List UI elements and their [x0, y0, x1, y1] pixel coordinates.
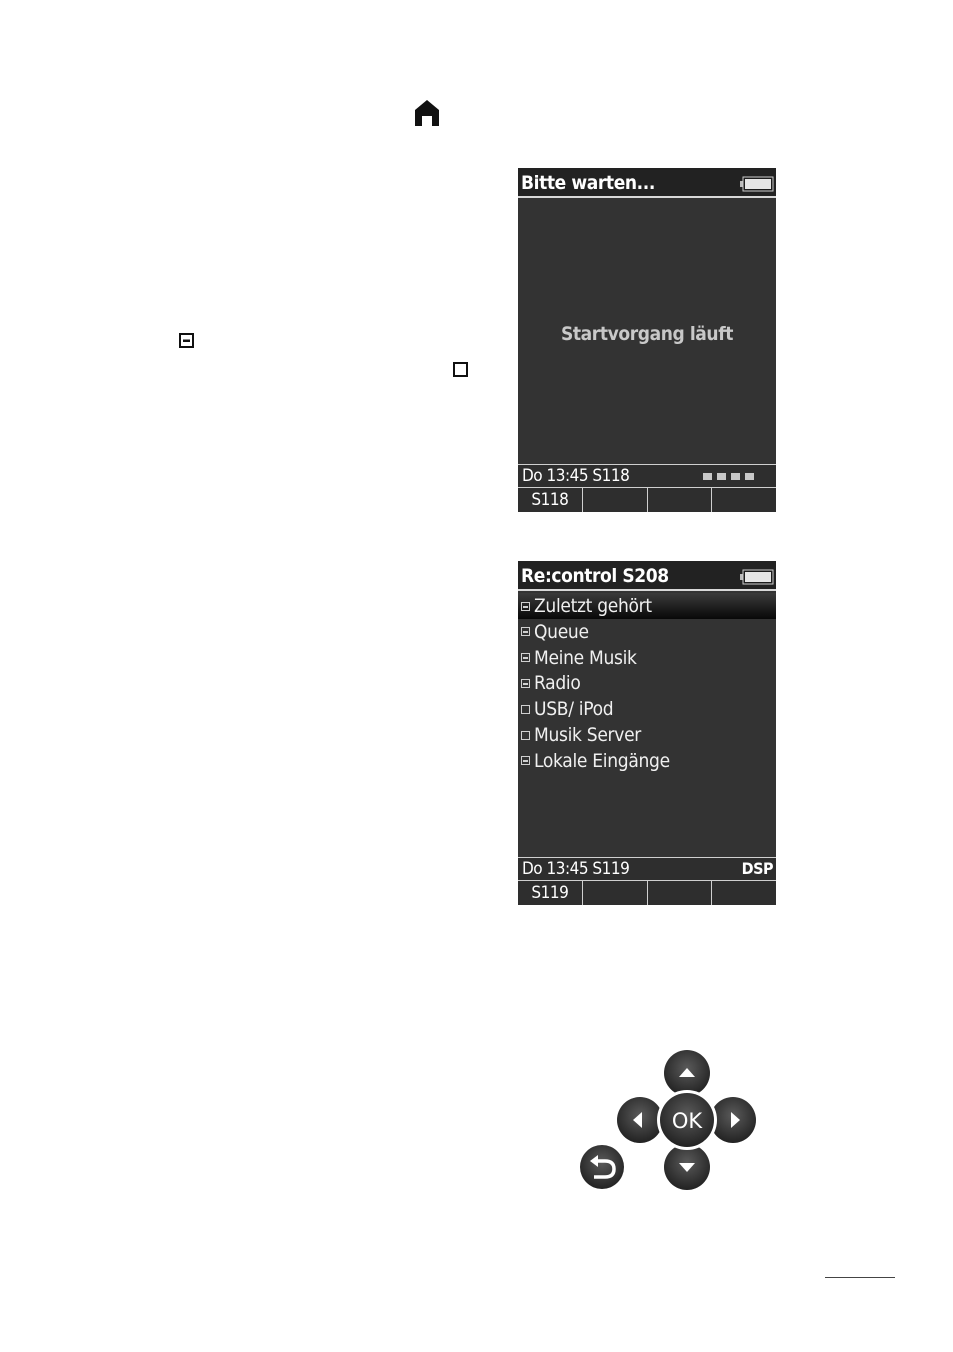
- status-bar: [518, 464, 776, 488]
- ok-label: OK: [671, 1109, 703, 1133]
- left-button[interactable]: [617, 1097, 663, 1143]
- empty-box-icon: [521, 705, 530, 714]
- menu-item-label: USB/ iPod: [534, 698, 614, 721]
- ok-button[interactable]: [657, 1090, 717, 1150]
- minus-box-icon: [521, 627, 530, 636]
- battery-icon: [740, 569, 774, 585]
- menu-item-label: Lokale Eingänge: [534, 749, 670, 772]
- softkey-1[interactable]: S119: [518, 881, 583, 905]
- progress-dot: [703, 473, 712, 480]
- boot-message: Startvorgang läuft: [560, 323, 734, 345]
- battery-icon: [740, 176, 774, 192]
- back-button[interactable]: [580, 1145, 624, 1189]
- menu-item-label: Musik Server: [534, 724, 642, 747]
- softkey-bar: [518, 488, 776, 512]
- softkey-2[interactable]: [583, 488, 648, 512]
- progress-dot: [745, 473, 754, 480]
- screen-title: Bitte warten...: [521, 172, 655, 194]
- menu-item[interactable]: [518, 722, 776, 748]
- menu-item[interactable]: [518, 696, 776, 722]
- empty-box-icon: [453, 362, 468, 377]
- navigation-dpad: [570, 1045, 770, 1195]
- menu-item[interactable]: [518, 619, 776, 645]
- softkey-3[interactable]: [648, 488, 713, 512]
- minus-box-icon: [521, 653, 530, 662]
- menu-item-label: Meine Musik: [534, 646, 637, 669]
- menu-item-label: Zuletzt gehört: [534, 595, 652, 617]
- minus-box-icon: [521, 679, 530, 688]
- minus-box-icon: [521, 602, 530, 611]
- boot-screen: [518, 168, 776, 512]
- progress-dot: [731, 473, 740, 480]
- menu-item[interactable]: [518, 748, 776, 774]
- status-text: Do 13:45 S118: [522, 466, 630, 486]
- menu-item[interactable]: [518, 645, 776, 671]
- empty-box-icon: [521, 731, 530, 740]
- main-menu-list: [518, 593, 776, 774]
- status-text: Do 13:45 S119: [522, 859, 630, 879]
- softkey-bar: [518, 881, 776, 905]
- status-bar: [518, 857, 776, 881]
- dsp-indicator: DSP: [741, 859, 773, 878]
- screen-title: Re:control S208: [521, 565, 669, 587]
- menu-item[interactable]: [518, 593, 776, 619]
- title-bar: [518, 168, 776, 198]
- softkey-4[interactable]: [712, 488, 776, 512]
- progress-dot: [717, 473, 726, 480]
- down-button[interactable]: [664, 1144, 710, 1190]
- menu-item-label: Radio: [534, 672, 581, 695]
- softkey-4[interactable]: [712, 881, 776, 905]
- softkey-3[interactable]: [648, 881, 713, 905]
- minus-box-icon: [521, 756, 530, 765]
- softkey-1[interactable]: S118: [518, 488, 583, 512]
- main-menu-screen: [518, 561, 776, 905]
- menu-item[interactable]: [518, 671, 776, 697]
- home-icon: [414, 99, 440, 127]
- title-bar: [518, 561, 776, 591]
- softkey-2[interactable]: [583, 881, 648, 905]
- page-footer-rule: [825, 1277, 895, 1278]
- menu-item-label: Queue: [534, 620, 589, 643]
- minus-box-icon: [179, 333, 194, 348]
- up-button[interactable]: [664, 1050, 710, 1096]
- progress-dots: [703, 473, 754, 480]
